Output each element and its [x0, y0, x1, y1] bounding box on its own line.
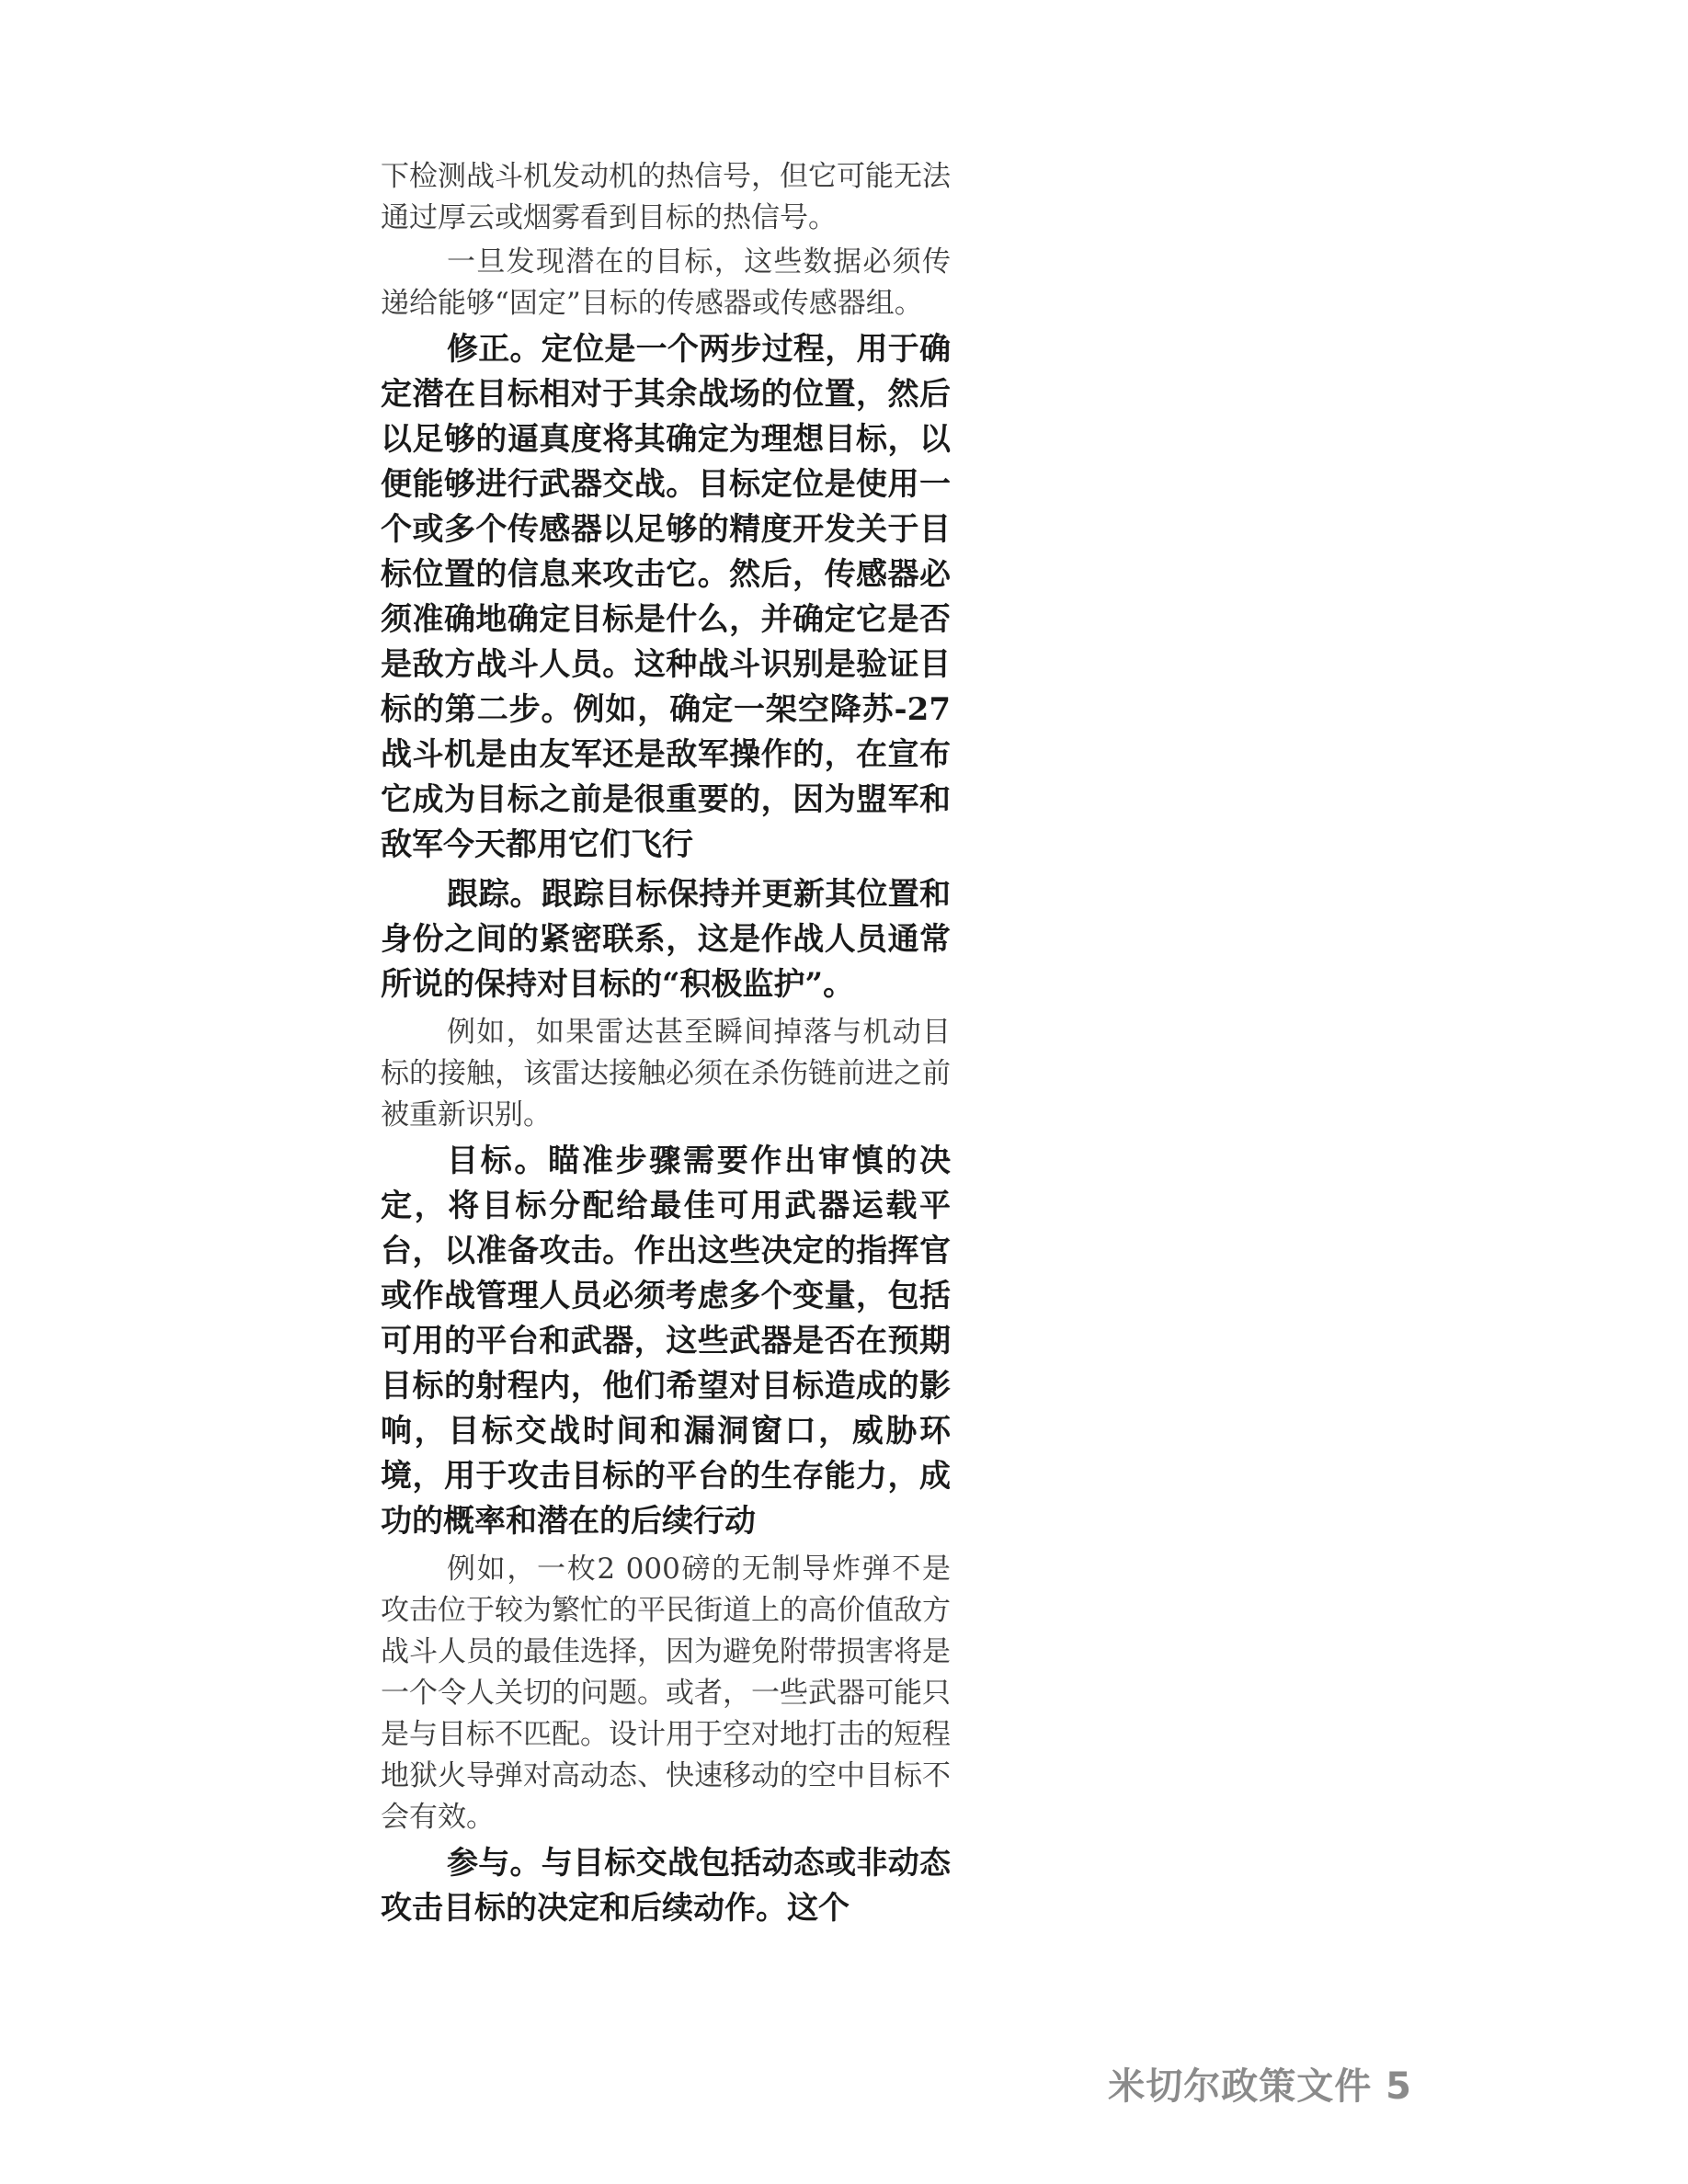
paragraph-target: 目标。瞄准步骤需要作出审慎的决定，将目标分配给最佳可用武器运载平台，以准备攻击。作出这些决定的指挥官或作战管理人员必须考虑多个变量，包括可用的平台和武器，这些武器是否在预期目标的射程内，他们希望对目标造成的影响，目标交战时间和漏洞窗口，威胁环境，用于攻击目标的平台的生存能力，成功的概率和潜在的后续行动: [381, 1143, 951, 1540]
paragraph-1: 下检测战斗机发动机的热信号，但它可能无法通过厚云或烟雾看到目标的热信号。: [381, 160, 951, 234]
paragraph-2: 一旦发现潜在的目标，这些数据必须传递给能够“固定”目标的传感器或传感器组。: [381, 245, 951, 320]
page-footer: 米切尔政策文件 5: [1108, 2065, 1412, 2108]
paragraph-track-example: 例如，如果雷达甚至瞬间掉落与机动目标的接触，该雷达接触必须在杀伤链前进之前被重新识别。: [381, 1016, 951, 1132]
paragraph-track: 跟踪。跟踪目标保持并更新其位置和身份之间的紧密联系，这是作战人员通常所说的保持对目标的“积极监护”。: [381, 876, 951, 1003]
paragraph-target-example: 例如，一枚2 000磅的无制导炸弹不是攻击位于较为繁忙的平民街道上的高价值敌方战斗人员的最佳选择，因为避免附带损害将是一个令人关切的问题。或者，一些武器可能只是与目标不匹配。设计用于空对地打击的短程地狱火导弹对高动态、快速移动的空中目标不会有效。: [381, 1553, 951, 1834]
body-text-column: [381, 156, 951, 1936]
paragraph-engage: 参与。与目标交战包括动态或非动态攻击目标的决定和后续动作。这个: [381, 1845, 951, 1927]
paragraph-fix: 修正。定位是一个两步过程，用于确定潜在目标相对于其余战场的位置，然后以足够的逼真度将其确定为理想目标，以便能够进行武器交战。目标定位是使用一个或多个传感器以足够的精度开发关于目标位置的信息来攻击它。然后，传感器必须准确地确定目标是什么，并确定它是否是敌方战斗人员。这种战斗识别是验证目标的第二步。例如，确定一架空降苏-27战斗机是由友军还是敌军操作的，在宣布它成为目标之前是很重要的，因为盟军和敌军今天都用它们飞行: [381, 331, 951, 863]
